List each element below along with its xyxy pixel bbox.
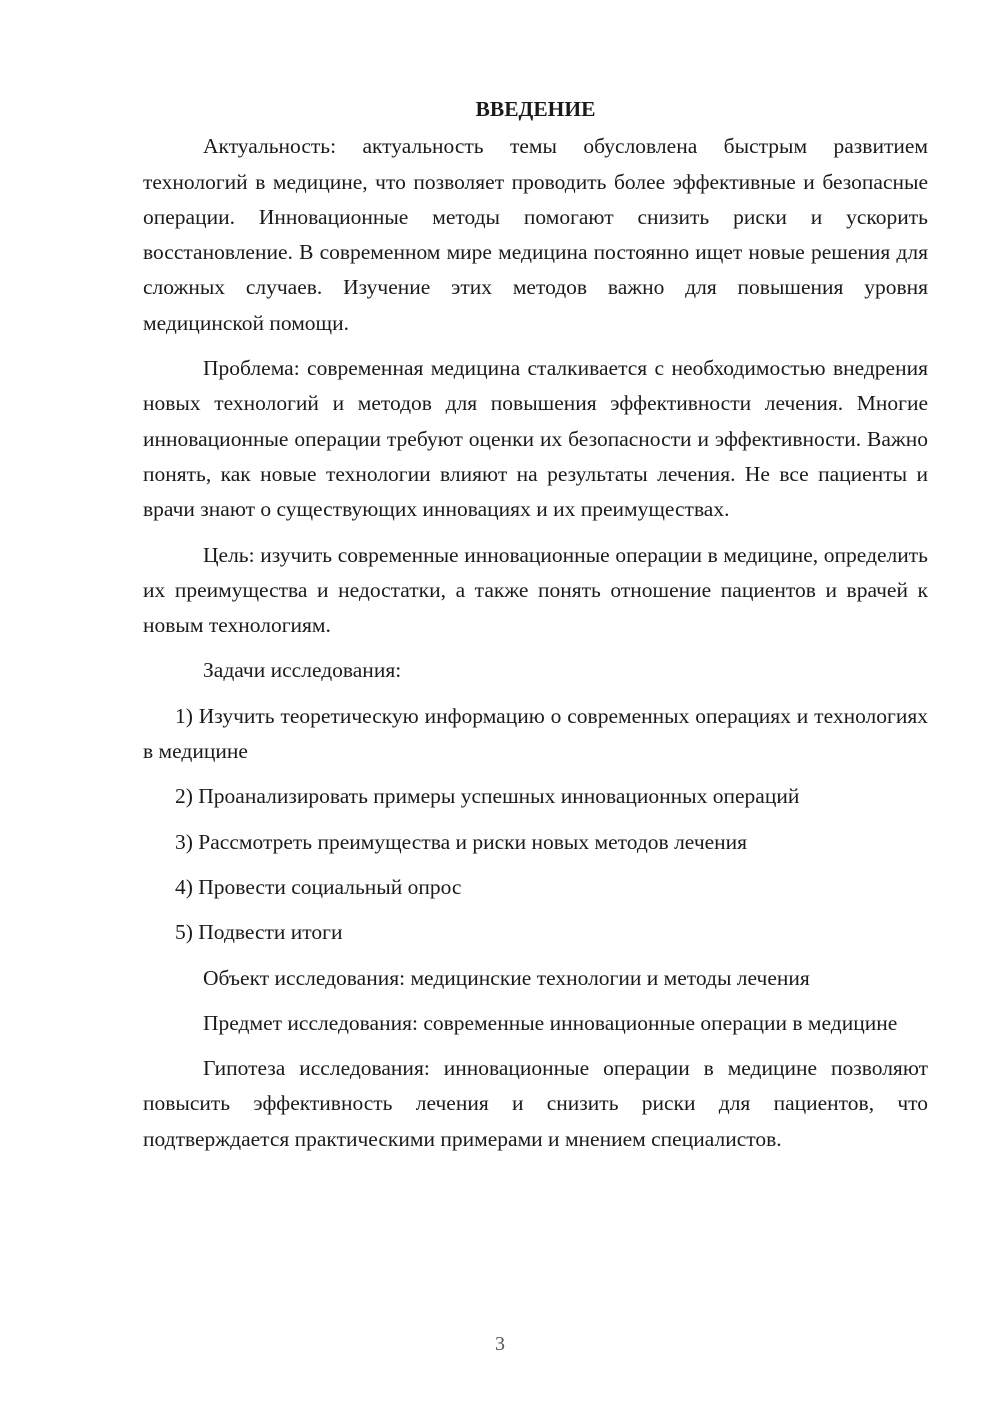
tasks-list <box>143 699 928 951</box>
page-content <box>143 92 928 1157</box>
section-heading: ВВЕДЕНИЕ <box>475 97 596 121</box>
problem-paragraph: Проблема: современная медицина сталкивается с необходимостью внедрения новых технологий и методов для повышения эффективности лечения. Многие инновационные операции требуют оценки их безопасности и эффективности. Важно понять, как новые технологии влияют на результаты лечения. Не все пациенты и врачи знают о существующих инновациях и их преимуществах. <box>143 356 928 522</box>
task-item-5: 5) Подвести итоги <box>175 920 343 945</box>
task-item-2: 2) Проанализировать примеры успешных инновационных операций <box>175 784 800 809</box>
task-item-4: 4) Провести социальный опрос <box>175 874 462 899</box>
goal-paragraph: Цель: изучить современные инновационные операции в медицине, определить их преимущества и недостатки, а также понять отношение пациентов и врачей к новым технологиям. <box>143 542 928 638</box>
hypothesis-paragraph: Гипотеза исследования: инновационные операции в медицине позволяют повысить эффективность лечения и снизить риски для пациентов, что подтверждается практическими примерами и мнением специалистов. <box>143 1056 928 1151</box>
subject-paragraph: Предмет исследования: современные инновационные операции в медицине <box>203 1010 898 1035</box>
page-number: 3 <box>495 1333 505 1355</box>
task-item-3: 3) Рассмотреть преимущества и риски новых методов лечения <box>175 829 748 854</box>
object-paragraph: Объект исследования: медицинские технологии и методы лечения <box>203 965 810 990</box>
task-item-1: 1) Изучить теоретическую информацию о современных операциях и технологиях в медицине <box>143 703 928 764</box>
relevance-paragraph: Актуальность: актуальность темы обусловлена быстрым развитием технологий в медицине, что позволяет проводить более эффективные и безопасные операции. Инновационные методы помогают снизить риски и ускорить восстановление. В современном мире медицина постоянно ищет новые решения для сложных случаев. Изучение этих методов важно для повышения уровня медицинской помощи. <box>143 134 928 335</box>
tasks-label: Задачи исследования: <box>203 658 402 683</box>
